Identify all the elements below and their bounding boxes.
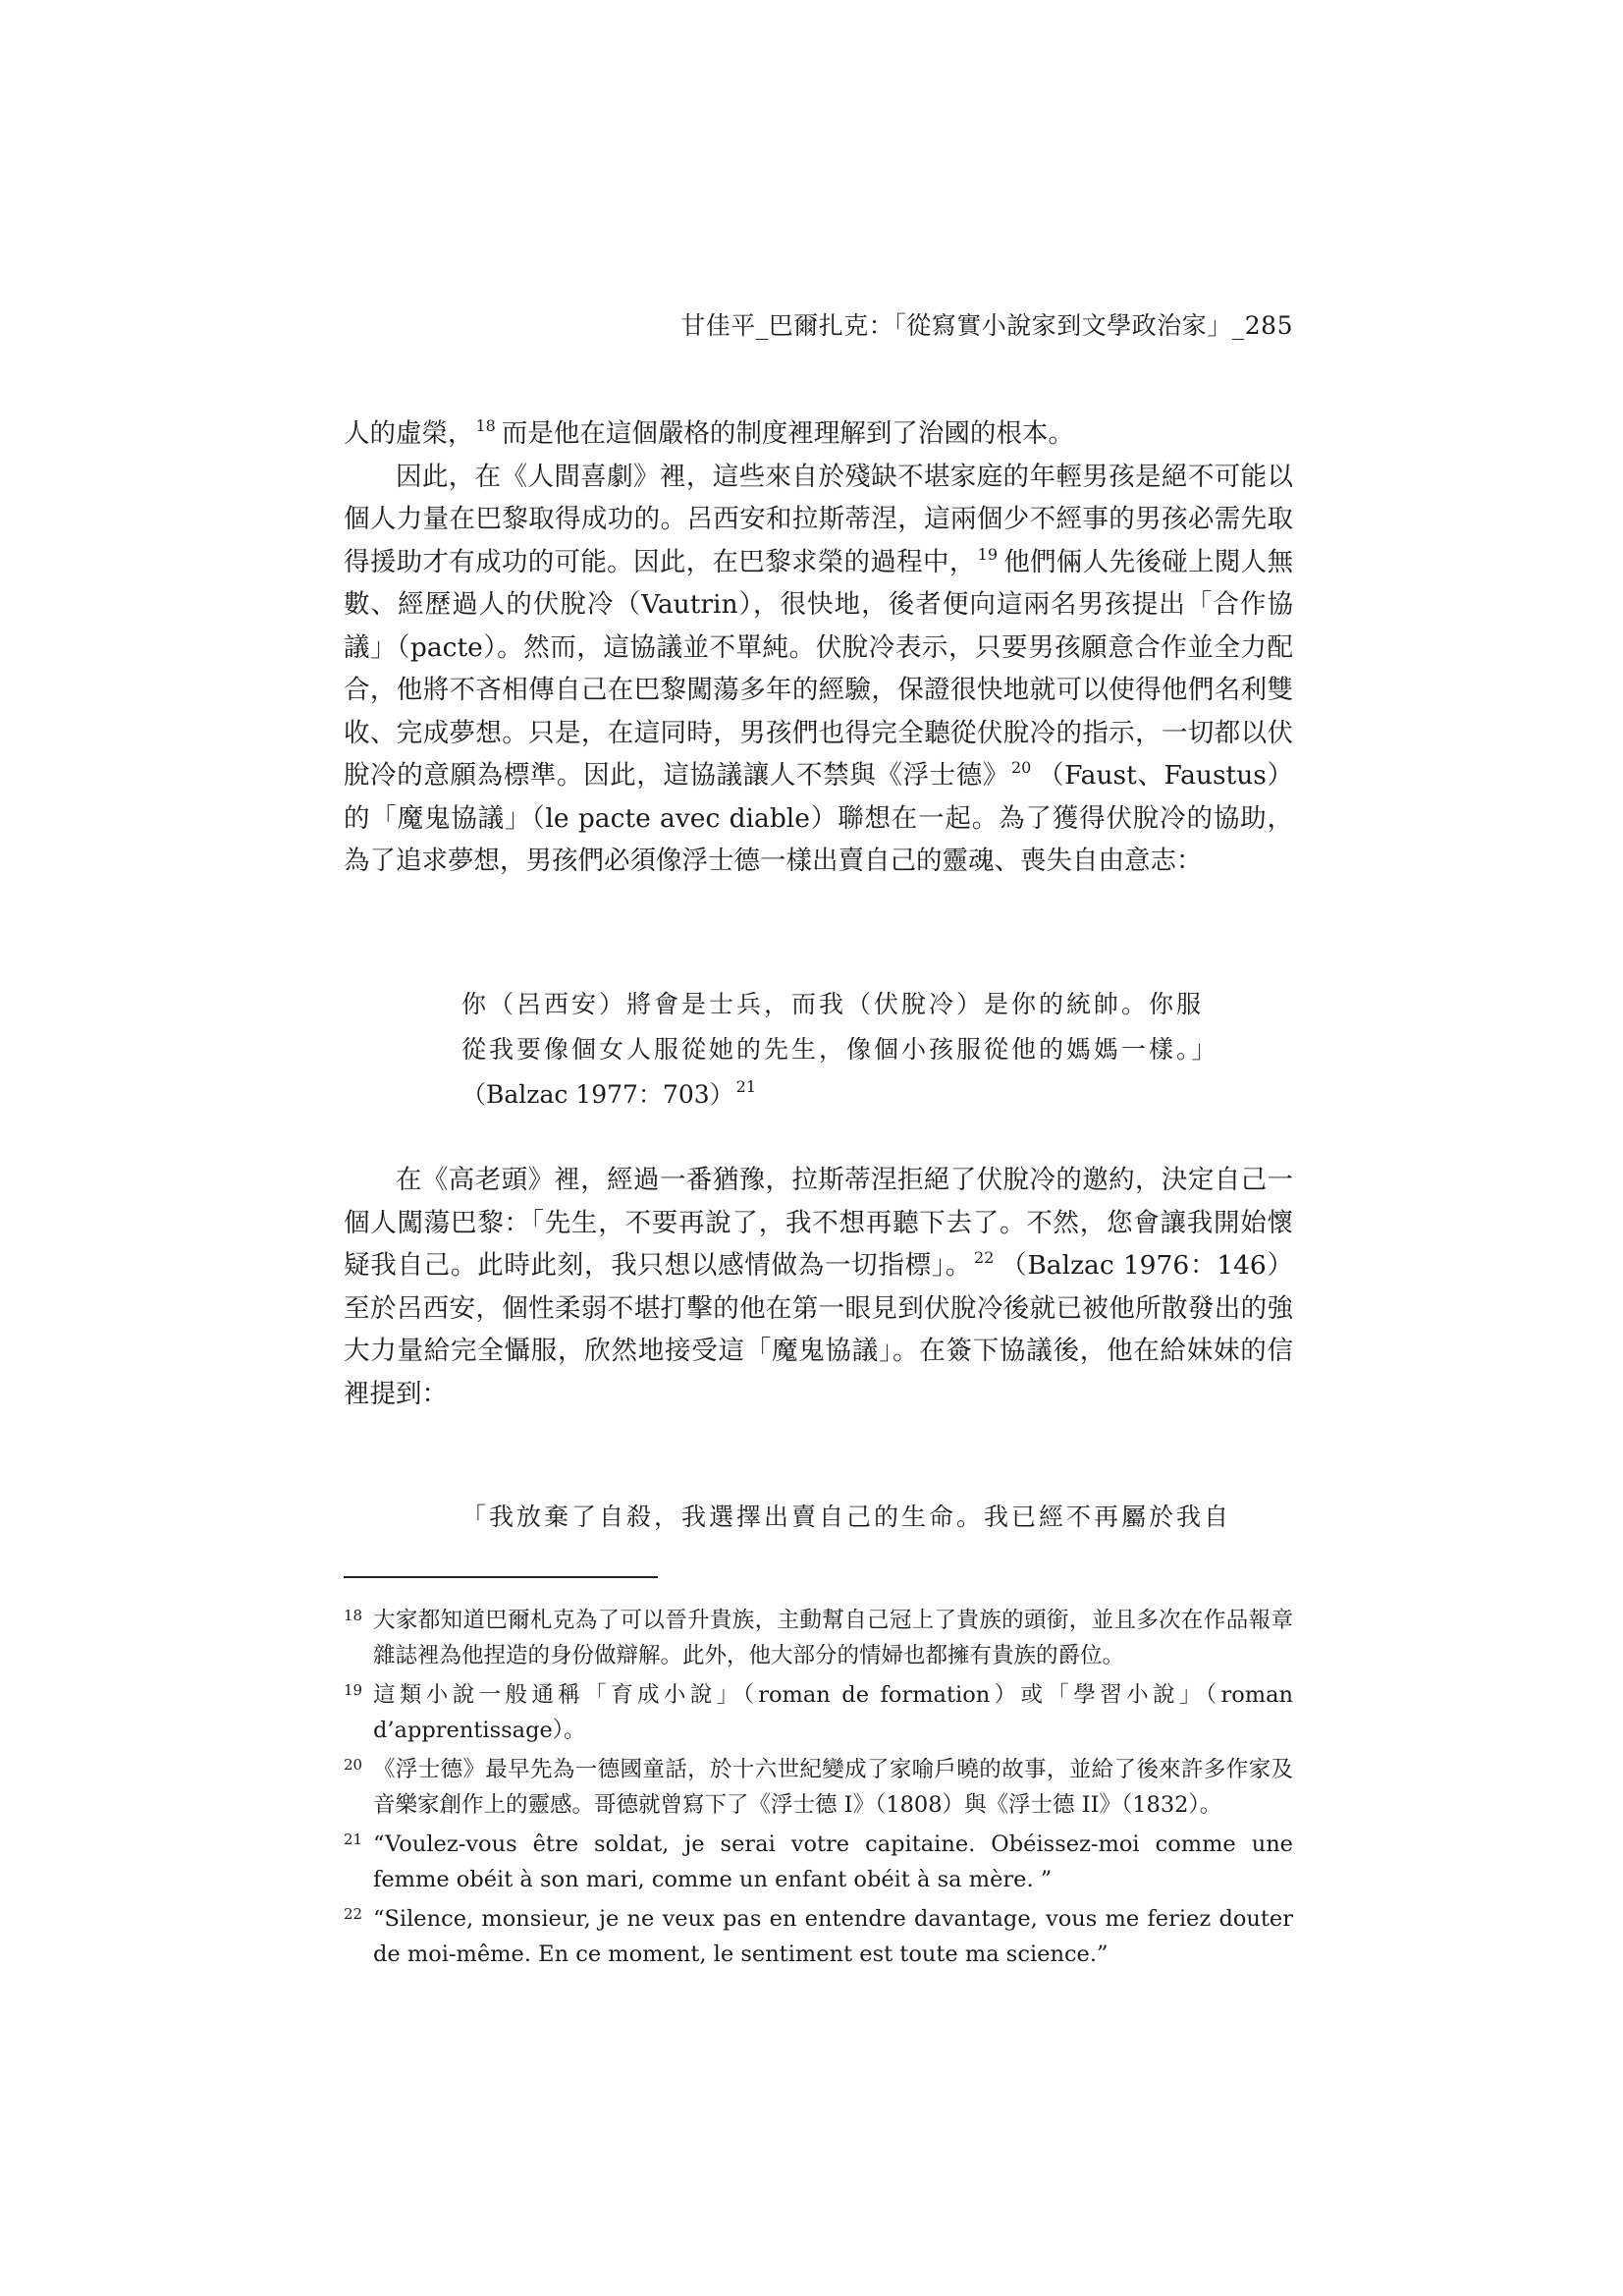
footnote-text: 大家都知道巴爾札克為了可以晉升貴族，主動幫自己冠上了貴族的頭銜，並且多次在作品報章雜誌裡為他捏造的身份做辯解。此外，他大部分的情婦也都擁有貴族的爵位。	[373, 1608, 1293, 1668]
quote-citation	[461, 1072, 1237, 1118]
footnote-number: 19	[344, 1681, 363, 1699]
running-header	[344, 306, 1293, 342]
footnote-divider	[344, 1576, 658, 1578]
text-run: （Faust、Faustus）的「魔鬼協議」（le pacte avec diable）聯想在一起。為了獲得伏脫冷的協助，為了追求夢想，男孩們必須像浮士德一樣出賣自己的靈魂、喪失自由意志：	[344, 760, 1293, 876]
footnote-number: 21	[344, 1831, 363, 1848]
footnote-text: 《浮士德》最早先為一德國童話，於十六世紀變成了家喻戶曉的故事，並給了後來許多作家及音樂家創作上的靈感。哥德就曾寫下了《浮士德 I》（1808）與《浮士德 II》（1832）。	[373, 1757, 1293, 1818]
text-run: 因此，在《人間喜劇》裡，這些來自於殘缺不堪家庭的年輕男孩是絕不可能以個人力量在巴黎取得成功的。呂西安和拉斯蒂涅，這兩個少不經事的男孩必需先取得援助才有成功的可能。因此，在巴黎求榮的過程中，	[344, 461, 1293, 577]
footnote-ref[interactable]: 22	[974, 1248, 995, 1267]
footnote-number: 18	[344, 1607, 363, 1624]
text-run: 而是他在這個嚴格的制度裡理解到了治國的根本。	[501, 418, 1074, 449]
footnote-text: “Silence, monsieur, je ne veux pas en entendre davantage, vous me feriez douter de moi-même. En ce moment, le sentiment est toute ma science.”	[373, 1906, 1293, 1967]
text-run: （Balzac 1976：146）至於呂西安，個性柔弱不堪打擊的他在第一眼見到伏脫冷後就已被他所散發出的強大力量給完全懾服，欣然地接受這「魔鬼協議」。在簽下協議後，他在給妹妹的信裡提到：	[344, 1250, 1294, 1409]
footnote-ref[interactable]: 21	[735, 1077, 756, 1096]
paragraph-continuation	[344, 412, 1293, 456]
citation-text: （Balzac 1977：703）	[461, 1080, 734, 1109]
footnote-number: 20	[344, 1756, 363, 1774]
footnote-text: “Voulez-vous être soldat, je serai votre capitaine. Obéissez-moi comme une femme obéit à son mari, comme un enfant obéit à sa mère. ”	[373, 1831, 1293, 1892]
footnote-ref[interactable]: 19	[977, 544, 998, 564]
footnote	[344, 1603, 1293, 1673]
footnote	[344, 1901, 1293, 1972]
body-text-section	[344, 412, 1293, 883]
running-title: 甘佳平_巴爾扎克：「從寫實小說家到文學政治家」_285	[680, 311, 1293, 340]
block-quote-2	[461, 1495, 1237, 1540]
footnote	[344, 1827, 1293, 1897]
body-text-section-2	[344, 1159, 1293, 1415]
paragraph	[344, 1159, 1293, 1415]
footnote-number: 22	[344, 1905, 363, 1923]
quote-line: 「我放棄了自殺，我選擇出賣自己的生命。我已經不再屬於我自	[461, 1503, 1232, 1531]
footnotes	[344, 1603, 1293, 1976]
block-quote	[461, 982, 1237, 1118]
paragraph	[344, 456, 1293, 883]
text-run: 人的虛榮，	[344, 418, 474, 449]
footnote-text: 這類小說一般通稱「育成小說」（roman de formation）或「學習小說」（roman d’apprentissage）。	[373, 1682, 1293, 1743]
footnote-ref[interactable]: 20	[1010, 758, 1032, 777]
text-run: 在《高老頭》裡，經過一番猶豫，拉斯蒂涅拒絕了伏脫冷的邀約，決定自己一個人闖蕩巴黎：「先生，不要再說了，我不想再聽下去了。不然，您會讓我開始懷疑我自己。此時此刻，我只想以感情做為一切指標」。	[344, 1165, 1293, 1281]
footnote	[344, 1677, 1293, 1748]
quote-line: 你（呂西安）將會是士兵，而我（伏脫冷）是你的統帥。你服	[461, 990, 1205, 1018]
footnote-ref[interactable]: 18	[475, 416, 496, 435]
quote-line: 從我要像個女人服從她的先生，像個小孩服從他的媽媽一樣。」	[461, 1035, 1219, 1064]
footnote	[344, 1752, 1293, 1823]
text-run: 他們倆人先後碰上閱人無數、經歷過人的伏脫冷（Vautrin），很快地，後者便向這兩名男孩提出「合作協議」（pacte）。然而，這協議並不單純。伏脫冷表示，只要男孩願意合作並全力配合，他將不吝相傳自己在巴黎闖蕩多年的經驗，保證很快地就可以使得他們名利雙收、完成夢想。只是，在這同時，男孩們也得完全聽從伏脫冷的指示，一切都以伏脫冷的意願為標準。因此，這協議讓人不禁與《浮士德》	[344, 546, 1294, 791]
